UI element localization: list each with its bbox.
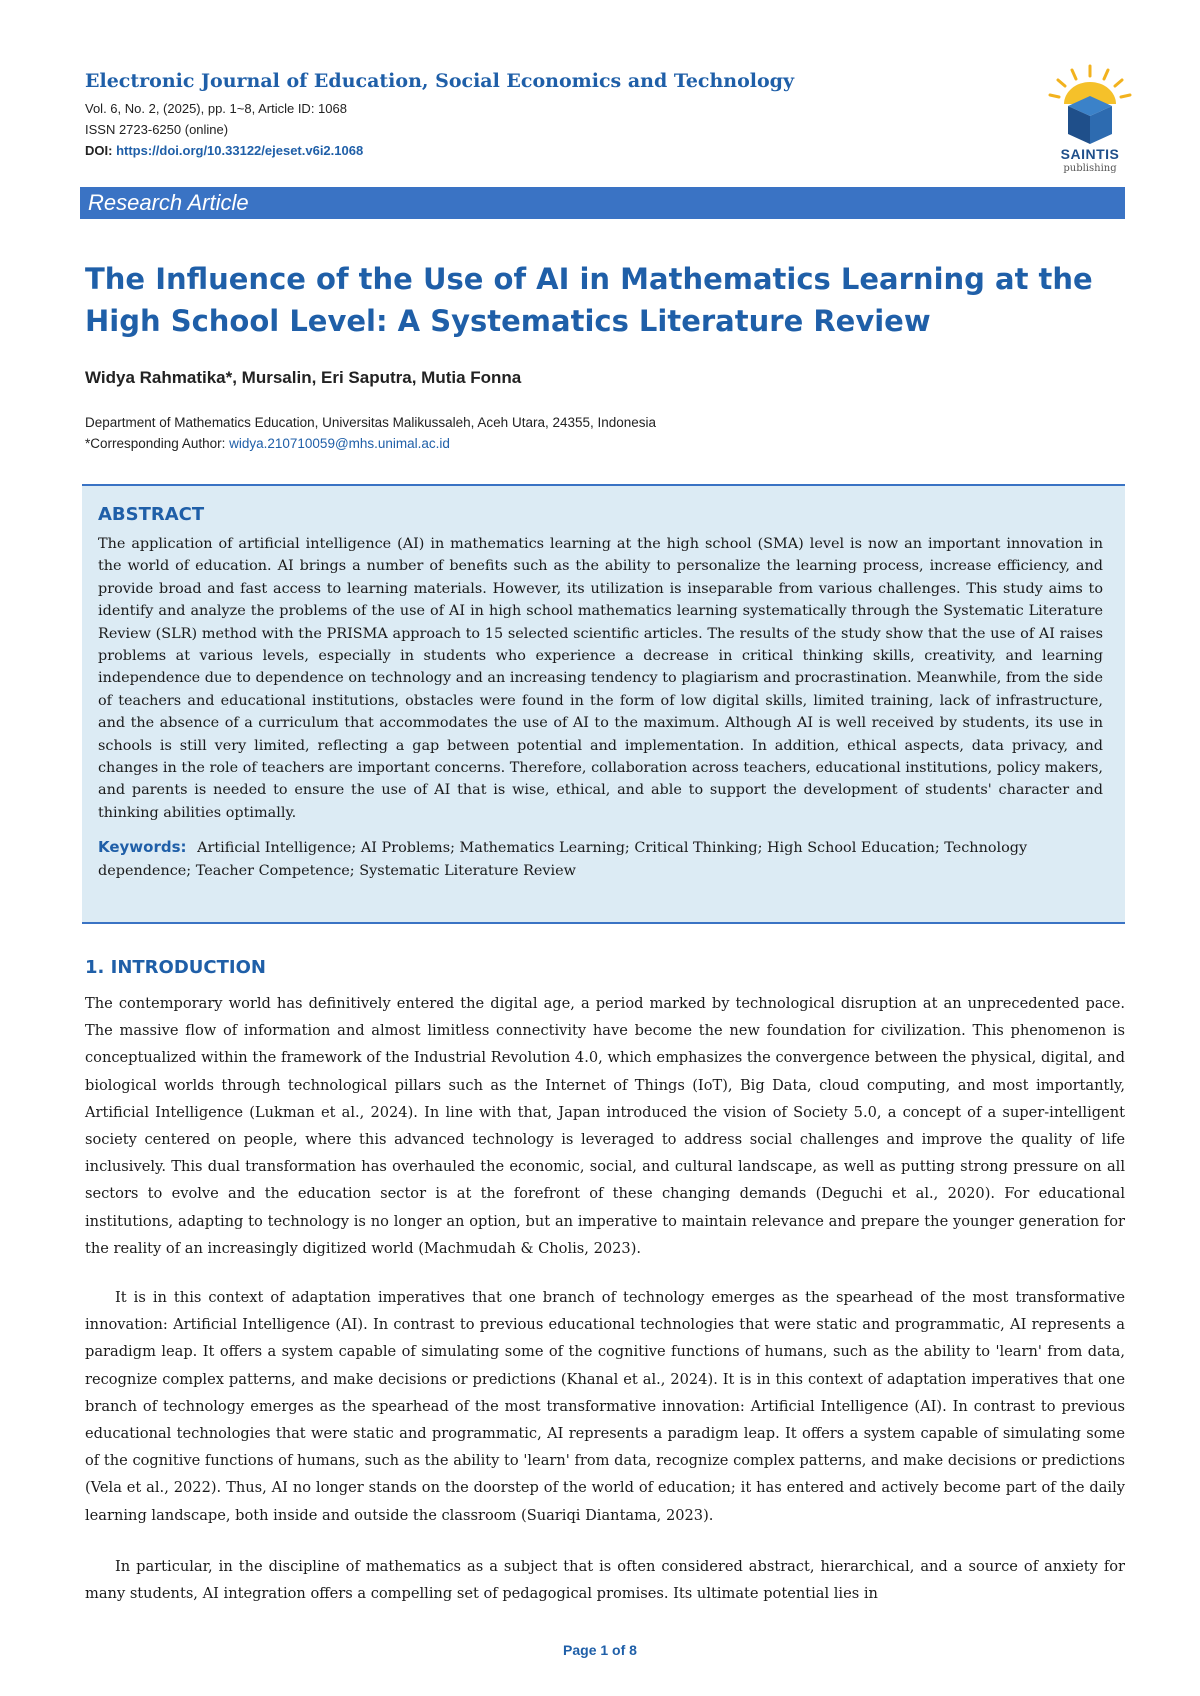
publisher-name: SAINTIS [1060,146,1120,162]
keywords-line [98,836,1103,882]
introduction-paragraph-1: The contemporary world has definitively entered the digital age, a period marked by technological disruption at an unprecedented pace. The massive flow of information and almost limitless connectivity have become the new foundation for civilization. This phenomenon is conceptualized within the framework of the Industrial Revolution 4.0, which emphasizes the convergence between the physical, digital, and biological worlds through technological pillars such as the Internet of Things (IoT), Big Data, cloud computing, and most importantly, Artificial Intelligence (Lukman et al., 2024). In line with that, Japan introduced the vision of Society 5.0, a concept of a super-intelligent society centered on people, where this advanced technology is leveraged to address social challenges and improve the quality of life inclusively. This dual transformation has overhauled the economic, social, and cultural landscape, as well as putting strong pressure on all sectors to evolve and the education sector is at the forefront of these changing demands (Deguchi et al., 2020). For educational institutions, adapting to technology is no longer an option, but an imperative to maintain relevance and prepare the younger generation for the reality of an increasingly digitized world (Machmudah & Cholis, 2023). [85,995,1125,1257]
article-type-bar: Research Article [80,187,1125,219]
introduction-heading: 1. INTRODUCTION [85,957,266,978]
affiliation: Department of Mathematics Education, Universitas Malikussaleh, Aceh Utara, 24355, Indonesia [85,415,657,430]
issn-info: ISSN 2723-6250 (online) [85,122,229,137]
paper-title: The Influence of the Use of AI in Mathematics Learning at the High School Level: A Systematics Literature Review [85,262,1093,338]
page-number: Page 1 of 8 [563,1642,637,1658]
publisher-subtitle: publishing [1063,163,1117,174]
doi-label: DOI: [85,143,113,158]
introduction-paragraph-2: It is in this context of adaptation imperatives that one branch of technology emerges as the spearhead of the most transformative innovation: Artificial Intelligence (AI). In contrast to previous educational technologies that were static and programmatic, AI represents a paradigm leap. It offers a system capable of simulating some of the cognitive functions of humans, such as the ability to 'learn' from data, recognize complex patterns, and make decisions or predictions (Khanal et al., 2024). It is in this context of adaptation imperatives that one branch of technology emerges as the spearhead of the most transformative innovation: Artificial Intelligence (AI). In contrast to previous educational technologies that were static and programmatic, AI represents a paradigm leap. It offers a system capable of simulating some of the cognitive functions of humans, such as the ability to 'learn' from data, recognize complex patterns, and make decisions or predictions (Vela et al., 2022). Thus, AI no longer stands on the doorstep of the world of education; it has entered and actively become part of the daily learning landscape, both inside and outside the classroom (Suariqi Diantama, 2023). [85,1289,1125,1524]
corresponding-label: *Corresponding Author: [85,436,226,451]
corresponding-email-link[interactable]: widya.210710059@mhs.unimal.ac.id [229,436,450,451]
keywords-label: Keywords: [98,838,187,857]
abstract-box [82,484,1125,924]
abstract-text: The application of artificial intelligence (AI) in mathematics learning at the high school (SMA) level is now an important innovation in the world of education. AI brings a number of benefits such as the ability to personalize the learning process, increase efficiency, and provide broad and fast access to learning materials. However, its utilization is inseparable from various challenges. This study aims to identify and analyze the problems of the use of AI in high school mathematics learning systematically through the Systematic Literature Review (SLR) method with the PRISMA approach to 15 selected scientific articles. The results of the study show that the use of AI raises problems at various levels, especially in students who experience a decrease in critical thinking skills, creativity, and learning independence due to dependence on technology and an increasing tendency to plagiarism and procrastination. Meanwhile, from the side of teachers and educational institutions, obstacles were found in the form of low digital skills, limited training, lack of infrastructure, and the absence of a curriculum that accommodates the use of AI to the maximum. Although AI is well received by students, its use in schools is still very limited, reflecting a gap between potential and implementation. In addition, ethical aspects, data privacy, and changes in the role of teachers are important concerns. Therefore, collaboration across teachers, educational institutions, policy makers, and parents is needed to ensure the use of AI that is wise, ethical, and able to support the development of students' character and thinking abilities optimally. [98,536,1103,821]
journal-title: Electronic Journal of Education, Social Economics and Technology [85,70,795,92]
keywords-list: Artificial Intelligence; AI Problems; Mathematics Learning; Critical Thinking; High School Education; Technology dependence; Teacher Competence; Systematic Literature Review [98,840,1028,879]
author-list: Widya Rahmatika*, Mursalin, Eri Saputra, Mutia Fonna [85,368,522,387]
doi-link[interactable]: https://doi.org/10.33122/ejeset.v6i2.1068 [116,143,364,158]
introduction-paragraph-3: In particular, in the discipline of mathematics as a subject that is often considered abstract, hierarchical, and a source of anxiety for many students, AI integration offers a compelling set of pedagogical promises. Its ultimate potential lies in [85,1558,1125,1603]
volume-info: Vol. 6, No. 2, (2025), pp. 1~8, Article ID: 1068 [85,101,347,116]
corresponding-author [85,436,450,451]
doi-line [85,143,363,158]
abstract-heading: ABSTRACT [98,504,205,525]
